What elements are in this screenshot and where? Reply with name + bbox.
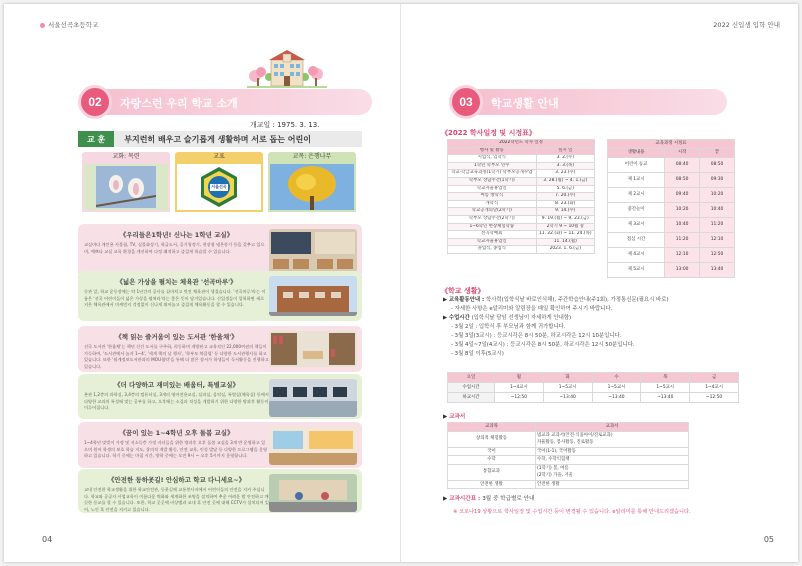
school-tree-box (268, 152, 356, 212)
table-cell: (1학기) 봄, 여름 (2학기) 가을, 겨울 (536, 464, 689, 480)
table-row (448, 464, 689, 480)
table-cell: 하교시간 (448, 393, 495, 403)
symbol-label: 교표 (175, 152, 263, 162)
table-cell: 3. 2.(수) (536, 155, 594, 163)
table-row (608, 233, 735, 248)
table-cell: 3. 28.(월) ~ 4. 1.(금) (536, 177, 594, 185)
card-text: 본관 1,2층의 과학실, 3,4층의 컴퓨터실, 3개의 영어전용교실, 실과실, 음악실, 특별실(체육실) 등에서 다양한 교과의 특성에 맞는 공부를 하고, 오후에는 소질과 적성을 개발하기 위한 다양한 방과후 활동이 이루어집니다. (84, 392, 269, 410)
list-item (443, 296, 763, 305)
table-cell: 12:10 (665, 248, 700, 263)
table-cell: 수업시간 (448, 383, 495, 393)
table-cell: 학교·학급교육과정(1학기) 학부모공개수업 (448, 170, 537, 178)
table-row (448, 155, 595, 163)
table-cell: 개학식 (448, 200, 537, 208)
table-header: 실시 일 (536, 147, 594, 155)
table-cell: 국어 (448, 447, 536, 456)
table-cell: 10:20 (700, 188, 735, 203)
table-row (608, 188, 735, 203)
table-cell: 졸업식, 종업식 (448, 246, 537, 254)
table-cell: 1~4교시 (690, 383, 739, 393)
table-cell: 수학, 수학익힘책 (536, 456, 689, 465)
table-cell: 1~5교시 (641, 383, 690, 393)
subjects-title: 교과서 (449, 414, 466, 420)
info-card-safe-commute (78, 469, 362, 513)
table-cell: 8. 23.(화) (536, 200, 594, 208)
table-cell: 안전한 생활 (536, 480, 689, 489)
info-card-classroom (78, 224, 362, 278)
table-header: 요일 (448, 373, 495, 383)
card-text: 선곡 도서관 '한울채'는 책년 신간 도서를 구주하, 희동하며 개방된고 교육적인 22,000여권의 책들이 가득하여, '도서관에서 놀자 1~4', '세계 책의 날 행사', '학부모 북클럽' 등 다양한 도서관행사를 하고 있습니다. 또한 '월계정보도서관과의 MOU협약'을 통해 더 많은 장서가 학생들이 독서활동을 진행하고 있습니다. (84, 344, 269, 369)
note-body: 3월 중 학급별로 안내 (482, 496, 535, 502)
booklet-spread (4, 4, 798, 562)
table-cell: 제 3교시 (608, 218, 665, 233)
table-header: 교과서 (536, 423, 689, 432)
table-cell: 1~6학년 현장체험학습 (448, 223, 537, 231)
table-row (448, 238, 595, 246)
computer-room-photo (269, 379, 357, 417)
academic-schedule-table (447, 139, 595, 254)
card-text: 동관 앞, 학교 운동장에는 약 1년간의 공사를 끝마치고 멋진 체육관이 생겼습니다. '선곡마루'라는 이름은 '선곡 어린이들이 넓은 가상을 펼쳐라'라는 좋은 뜻이 담겨있습니다. 신입생들이 입학하면 새로 지은 체육관에서 미세먼지 걱정없이 신나게 뛰어놀고 즐겁게 체육활동을 할 수 있습니다. (84, 289, 266, 307)
list-item-body: 학사력(입학식날 바로인식해), 주간학습안내(주1회), 가정통신문(필요시 바로) (486, 297, 669, 303)
table-cell: 1학년 학부모 연수 (448, 162, 537, 170)
table-header: 화 (543, 373, 592, 383)
list-item: - 3월 8일 이후(5교시) (451, 351, 504, 357)
table-cell: 제 1교시 (608, 173, 665, 188)
table-row (448, 480, 689, 489)
table-cell: 수학 (448, 456, 536, 465)
symbol-label: 교화: 목련 (82, 152, 170, 162)
table-cell: 11. 14.(월) (536, 238, 594, 246)
right-page (401, 4, 798, 562)
table-cell: 3. 3.(목) (536, 162, 594, 170)
school-motto (78, 131, 362, 147)
motto-tag: 교 훈 (78, 131, 114, 147)
table-cell: 1~5교시 (543, 383, 592, 393)
table-cell: 창의적 체험활동 (448, 431, 536, 447)
card-text: 교내 안전한 학교생활을 위한 학교안전관, 등굣길에 교통봉사자에서 어린이들의 안전을 지켜 주십니다. 학교와 공공자 사업교육이 이름다운 벽화와 세계화한 조명을 설치하여 추운 어려운 밤 안전하고 깨끗한 등교를 할 수 있습니다. 또한, 학교 곳곳에 비상벨과 교내 혹 안전 곳에 대해 CCTV가 설치되어 있어, 노인 혹 안전을 지키고 있습니다. (84, 487, 269, 512)
table-cell: 3. 23.(수) (536, 170, 594, 178)
table-cell: 9. 14.(수) (536, 208, 594, 216)
table-cell: ~12:50 (690, 393, 739, 403)
table-row (608, 158, 735, 173)
table-row (448, 177, 595, 185)
card-title: 《넓은 가상을 펼치는 체육관 '선곡마루'》 (116, 278, 237, 286)
table-header: 생활내용 (608, 149, 665, 158)
subjects-heading: ▶ 교과서 (443, 414, 466, 420)
table-cell: 12:50 (700, 248, 735, 263)
school-flower-box (82, 152, 170, 212)
table-cell: 1~5교시 (592, 383, 641, 393)
card-title: 《책 읽는 즐거움이 있는 도서관 '한울채'》 (115, 333, 238, 341)
school-building-illustration (247, 46, 327, 88)
left-page (4, 4, 401, 562)
schedule-heading: 《2022 학사일정 및 시정표》 (441, 129, 536, 137)
table-cell: 선곡학예회 (448, 231, 537, 239)
table-cell: 13:00 (665, 263, 700, 278)
school-gate-photo (269, 474, 357, 512)
table-row (448, 215, 595, 223)
table-row (448, 170, 595, 178)
info-card-special-rooms (78, 374, 362, 419)
table-cell: 11:20 (700, 218, 735, 233)
list-item-body: (입학식날 담임 선생님이 자세하게 안내함) (471, 315, 572, 321)
table-cell: 어린이 등교 (608, 158, 665, 173)
page-number-left: 04 (42, 535, 53, 544)
table-cell: ~13:40 (641, 393, 690, 403)
list-item: - 3월 3일(3교시) : 등교시각은 8시 50분, 하교시각은 12시 10분입니다. (451, 333, 622, 339)
table-header: 행사 및 활동 (448, 147, 537, 155)
section-title: 학교생활 안내 (491, 97, 559, 110)
table-cell: 범교과 교과서(안전·식품아이/진로교과) 자율활동, 봉사활동, 진로활동 (536, 431, 689, 447)
table-cell: 09:40 (665, 188, 700, 203)
covid-notice: ※ 코로나19 상황으로 학사일정 및 수업시간 등이 변경될 수 있습니다. e알리미를 통해 안내드리겠습니다. (453, 509, 691, 515)
table-cell: ~13:40 (592, 393, 641, 403)
card-title: 《더 다양하고 재미있는 배움터, 특별교실》 (114, 381, 239, 389)
table-cell: 제 5교시 (608, 263, 665, 278)
table-cell: 학부모 상담주간(1학기) (448, 177, 537, 185)
table-cell: 08:50 (700, 158, 735, 173)
page-header-right: 2022 신입생 입학 안내 (713, 21, 780, 29)
founding-date: 개교일 : 1975. 3. 13. (250, 121, 320, 129)
card-text: 교실마다 개인용 사물함, TV, 실물화상기, 학급도서, 공기청정기, 천장형 냉온풍기 등을 갖추고 있으며, 예쁘다 교실 교육 환경을 개선하여 다정 쾌적하고 즐겁게 학습할 수 있습니다. (84, 242, 265, 254)
table-cell: ~13:40 (543, 393, 592, 403)
table-cell: 11. 22.(화) ~ 11. 24.(목) (536, 231, 594, 239)
table-cell: 2023. 1. 6.(금) (536, 246, 594, 254)
card-title: 《안전한 등하굣길! 안심하고 학교 다니세요~》 (107, 476, 246, 484)
arrow-icon: ▶ (443, 315, 449, 321)
list-item: - 3월 4일~7일(4교시) : 등교시각은 8시 50분, 하교시각은 12시 50분입니다. (451, 342, 635, 348)
school-emblem-box (175, 152, 263, 212)
table-row (448, 223, 595, 231)
table-cell: 안전한 생활 (448, 480, 536, 489)
library-photo (269, 331, 357, 367)
table-cell: 08:50 (665, 173, 700, 188)
section-number: 03 (449, 85, 483, 119)
table-row (448, 456, 689, 465)
table-cell: 7. 20.(수) (536, 193, 594, 201)
table-row (448, 208, 595, 216)
class-timetable-note: ▶ 교과시간표 : 3월 중 학급별로 안내 (443, 496, 535, 502)
table-cell: 10:20 (665, 203, 700, 218)
table-cell: 10:40 (665, 218, 700, 233)
magnolia-photo (82, 162, 170, 212)
table-cell: ~12:50 (494, 393, 543, 403)
table-header: 목 (641, 373, 690, 383)
table-row (448, 431, 689, 447)
table-cell: 2학기 9 ~ 10월 중 (536, 223, 594, 231)
table-row (448, 200, 595, 208)
symbol-label: 교목: 은행나무 (268, 152, 356, 162)
section-02-banner (84, 89, 372, 115)
table-cell: 여름 방학식 (448, 193, 537, 201)
table-cell: 학부모 상담주간(2학기) (448, 215, 537, 223)
table-cell: 12:10 (700, 233, 735, 248)
table-cell: 시업식, 입학식 (448, 155, 537, 163)
table-header: 월 (494, 373, 543, 383)
table-cell: 학교자율휴업일 (448, 185, 537, 193)
table-cell: 제 4교시 (608, 248, 665, 263)
table-row (448, 162, 595, 170)
table-row (448, 185, 595, 193)
table-cell: 통합교과 (448, 464, 536, 480)
table-cell: 11:20 (665, 233, 700, 248)
info-card-gym (78, 271, 362, 321)
motto-text: 부지런히 배우고 슬기롭게 생활하며 서로 돕는 어린이 (124, 134, 311, 144)
table-row (448, 447, 689, 456)
ginkgo-photo (268, 162, 356, 212)
table-cell: 08:40 (665, 158, 700, 173)
table-header: 교과목 (448, 423, 536, 432)
card-title: 《우리들은1학년! 신나는 1학년 교실》 (119, 231, 234, 239)
table-header: 시작 (665, 149, 700, 158)
arrow-icon: ▶ (443, 297, 449, 303)
table-row (608, 173, 735, 188)
page-header-left (40, 20, 98, 29)
bullet-dot-icon (40, 23, 45, 28)
list-item-head: 교육활동안내 : (448, 297, 487, 303)
table-cell: 9. 19.(월) ~ 9. 23.(금) (536, 215, 594, 223)
school-life-heading: 《학교 생활》 (441, 287, 485, 295)
section-03-banner (455, 89, 727, 115)
section-number: 02 (78, 85, 112, 119)
list-item: - 3월 2일 : 입학식 후 부모님과 함께 귀가합니다. (451, 324, 566, 330)
school-name: 서울선곡초등학교 (48, 21, 99, 29)
info-card-after-school-care (78, 422, 362, 468)
table-row (448, 246, 595, 254)
table-cell: 점심 시간 (608, 233, 665, 248)
table-row (448, 193, 595, 201)
list-item (443, 314, 763, 323)
table-row (608, 248, 735, 263)
info-card-library (78, 326, 362, 372)
table-cell: 학교자율휴업일 (448, 238, 537, 246)
daily-timetable (607, 139, 735, 278)
table-row (608, 203, 735, 218)
table-header: 끝 (700, 149, 735, 158)
card-title: 《꿈이 있는 1~4학년 오후 돌봄 교실》 (119, 429, 234, 437)
table-cell: 중간놀이 (608, 203, 665, 218)
table-cell: 제 2교시 (608, 188, 665, 203)
table-cell: 국어(1-1), 국어활동 (536, 447, 689, 456)
table-row (608, 263, 735, 278)
table-cell: 5. 6.(금) (536, 185, 594, 193)
table-cell: 1~4교시 (494, 383, 543, 393)
table-header: 수 (592, 373, 641, 383)
table-row (448, 383, 739, 393)
table-cell: 13:40 (700, 263, 735, 278)
list-item: - 자세한 사항은 e알리미와 알림장을 매일 확인하여 주시기 바랍니다. (451, 306, 613, 312)
page-number-right: 05 (763, 535, 774, 544)
table-caption: 2022학년도 학사 일정 (448, 140, 595, 148)
school-emblem (175, 162, 263, 212)
table-cell: 09:30 (700, 173, 735, 188)
table-row (448, 393, 739, 403)
table-header: 금 (690, 373, 739, 383)
list-item-head: 수업시간 (448, 315, 472, 321)
classroom-photo (269, 229, 357, 273)
weekly-class-table (447, 372, 739, 403)
card-text: 1~4학년 맞벌이 가정 및 저소득층 가정 자녀들을 위한 방과후 오후 돌봄 교실을 3개 반 운영하고 있으며 원어 학생의 보호 학습 지도, 창의적 개발 활동, 안전 교육, 인성 발달 등 다양한 프로그램을 운영하고 있습니다. 학기 중에는 마칠 시간, 방학 중에는 오전 9시 ~ 오후 5시까지 운영합니다. (84, 440, 268, 458)
emblem-text: 서울선곡 (211, 184, 227, 189)
table-row (608, 218, 735, 233)
note-head: 교과시간표 : (449, 496, 483, 502)
table-cell: 10:40 (700, 203, 735, 218)
table-cell: 학교공개의날(2학기) (448, 208, 537, 216)
care-room-photo (269, 427, 357, 465)
table-caption: 교육과정 시정표 (608, 140, 735, 149)
subjects-table (447, 422, 689, 489)
school-life-list (443, 296, 763, 359)
gym-photo (269, 276, 357, 316)
section-title: 자랑스런 우리 학교 소개 (120, 97, 238, 110)
table-row (448, 231, 595, 239)
